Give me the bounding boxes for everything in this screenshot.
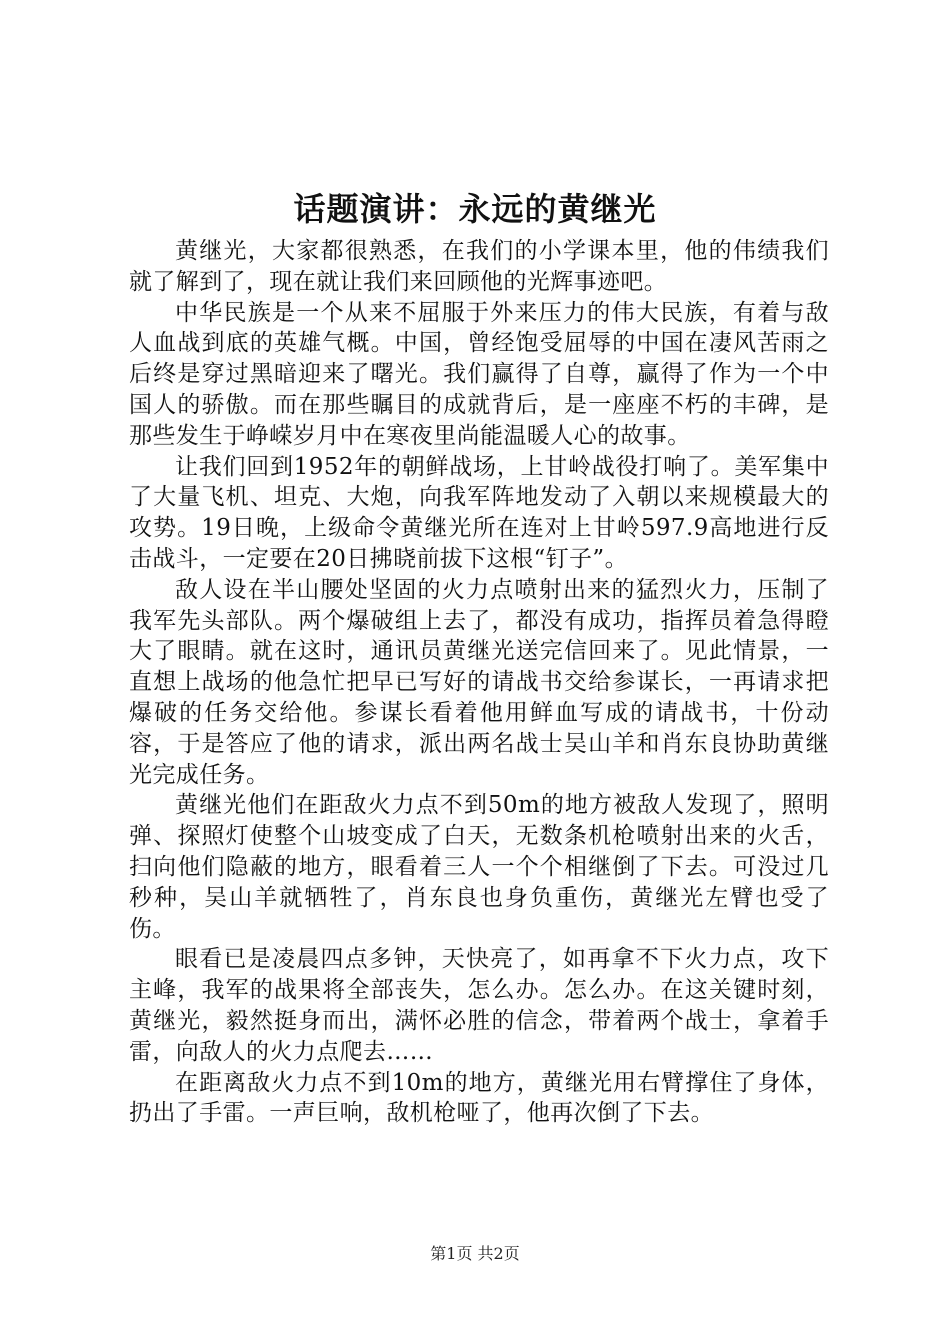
paragraph-nation: 中华民族是一个从来不屈服于外来压力的伟大民族，有着与敌人血战到底的英雄气概。中国，曾经饱受屈辱的中国在凄风苦雨之后终是穿过黑暗迎来了曙光。我们赢得了自尊，赢得了作为一个中国人的骄傲。而在那些瞩目的成就背后，是一座座不朽的丰碑，是那些发生于峥嵘岁月中在寒夜里尚能温暖人心的故事。 [129, 299, 829, 449]
paragraph-critical-moment: 眼看已是凌晨四点多钟，天快亮了，如再拿不下火力点，攻下主峰，我军的战果将全部丧失，怎么办。怎么办。在这关键时刻，黄继光，毅然挺身而出，满怀必胜的信念，带着两个战士，拿着手雷，向敌人的火力点爬去…… [129, 946, 829, 1065]
paragraph-firepoint: 敌人设在半山腰处坚固的火力点喷射出来的猛烈火力，压制了我军先头部队。两个爆破组上去了，都没有成功，指挥员着急得瞪大了眼睛。就在这时，通讯员黄继光送完信回来了。见此情景，一直想上战场的他急忙把早已写好的请战书交给参谋长，一再请求把爆破的任务交给他。参谋长看着他用鲜血写成的请战书，十份动容，于是答应了他的请求，派出两名战士吴山羊和肖东良协助黄继光完成任务。 [129, 576, 829, 788]
page-number-footer: 第1页 共2页 [430, 1244, 520, 1263]
document-title: 话题演讲：永远的黄继光 [293, 190, 657, 228]
paragraph-discovered: 黄继光他们在距敌火力点不到50m的地方被敌人发现了，照明弹、探照灯使整个山坡变成了白天，无数条机枪喷射出来的火舌，扫向他们隐蔽的地方，眼看着三人一个个相继倒了下去。可没过几秒种，吴山羊就牺牲了，肖东良也身负重伤，黄继光左臂也受了伤。 [129, 792, 829, 942]
paragraph-grenade: 在距离敌火力点不到10m的地方，黄继光用右臂撑住了身体，扔出了手雷。一声巨响，敌机枪哑了，他再次倒了下去。 [129, 1069, 829, 1127]
paragraph-intro: 黄继光，大家都很熟悉，在我们的小学课本里，他的伟绩我们就了解到了，现在就让我们来回顾他的光辉事迹吧。 [129, 238, 829, 295]
paragraph-battle: 让我们回到1952年的朝鲜战场，上甘岭战役打响了。美军集中了大量飞机、坦克、大炮，向我军阵地发动了入朝以来规模最大的攻势。19日晚，上级命令黄继光所在连对上甘岭597.9高地进行反击战斗，一定要在20日拂晓前拔下这根“钉子”。 [129, 453, 829, 572]
document-body [129, 236, 829, 1129]
